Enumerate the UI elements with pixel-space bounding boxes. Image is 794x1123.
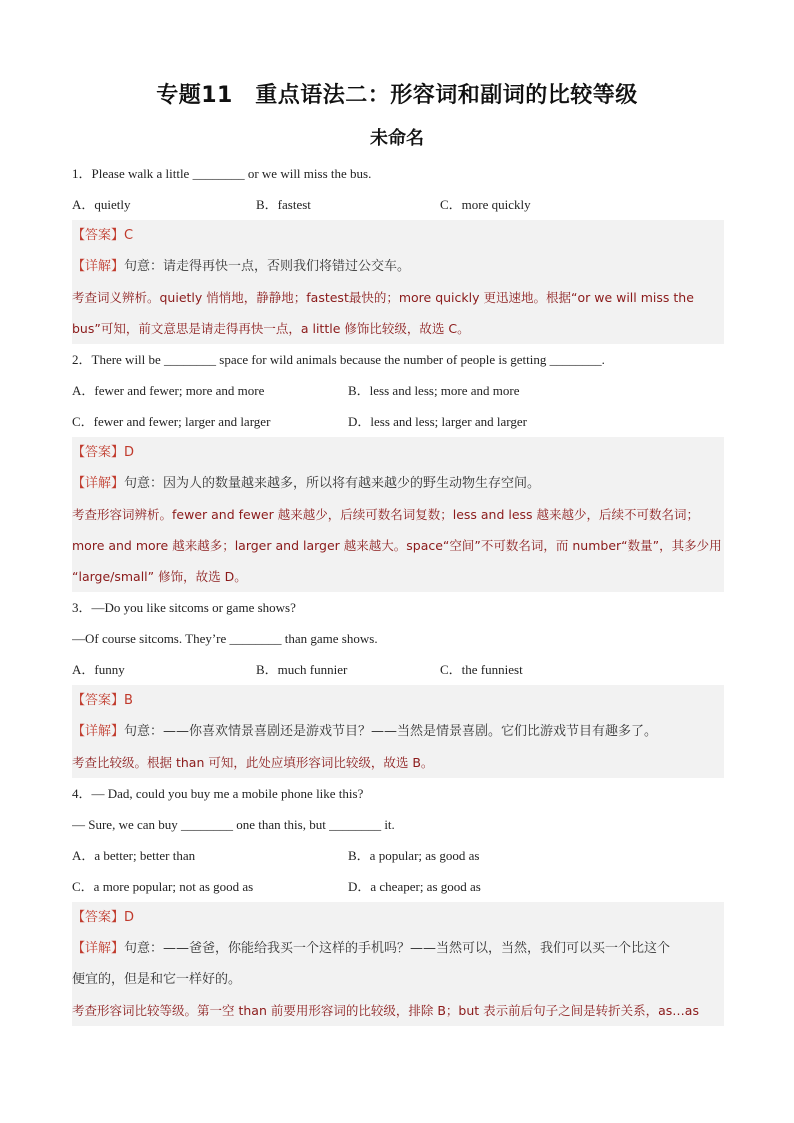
question-stem: 2．There will be ________ space for wild animals because the number of people is getting ________. [72, 352, 605, 367]
answer-value: B [124, 693, 133, 708]
answer-value: D [124, 445, 135, 460]
answer-tag: 【答案】 [72, 910, 125, 925]
detail-line [72, 468, 724, 499]
options-row [72, 375, 724, 406]
detail-text-continued: 便宜的，但是和它一样好的。 [72, 972, 242, 987]
question-3 [72, 592, 724, 778]
answer-line [72, 220, 724, 251]
detail-tag: 【详解】 [72, 724, 125, 739]
detail-tag: 【详解】 [72, 476, 125, 491]
options-row [72, 406, 724, 437]
option-a: A．a better; better than [72, 848, 196, 863]
explanation-line: 考查词义辨析。quietly 悄悄地，静静地；fastest最快的；more quickly 更迅速地。根据“or we will miss the [72, 290, 694, 305]
answer-value: C [124, 228, 134, 243]
detail-tag: 【详解】 [72, 941, 125, 956]
option-c: C．a more popular; not as good as [72, 879, 254, 894]
option-c: C．fewer and fewer; larger and larger [72, 414, 271, 429]
question-stem: — Sure, we can buy ________ one than this, but ________ it. [72, 817, 395, 832]
question-stem: 3．—Do you like sitcoms or game shows? [72, 600, 296, 615]
detail-text: 句意：请走得再快一点，否则我们将错过公交车。 [124, 259, 411, 274]
explanation-line: 考查比较级。根据 than 可知，此处应填形容词比较级，故选 B。 [72, 755, 434, 770]
explanation-line: “large/small” 修饰，故选 D。 [72, 569, 247, 584]
option-a: A．fewer and fewer; more and more [72, 383, 265, 398]
answer-line [72, 685, 724, 716]
option-d: D．a cheaper; as good as [348, 879, 481, 894]
option-c: C．the funniest [440, 662, 523, 677]
question-4 [72, 778, 724, 1026]
detail-line [72, 716, 724, 747]
answer-value: D [124, 910, 135, 925]
question-stem: 1．Please walk a little ________ or we will miss the bus. [72, 166, 372, 181]
answer-line [72, 437, 724, 468]
explanation-line: more and more 越来越多；larger and larger 越来越大。space“空间”不可数名词，而 number“数量”，其多少用 [72, 538, 722, 553]
question-list [72, 158, 724, 1026]
document-subtitle: 未命名 [370, 128, 424, 149]
document-title: 专题11 重点语法二：形容词和副词的比较等级 [156, 83, 638, 108]
option-b: B．much funnier [256, 662, 348, 677]
detail-text: 句意：——爸爸，你能给我买一个这样的手机吗？——当然可以，当然，我们可以买一个比这个 [124, 941, 671, 956]
detail-line [72, 933, 724, 964]
detail-line [72, 251, 724, 282]
option-b: B．a popular; as good as [348, 848, 480, 863]
options-row [72, 840, 724, 871]
answer-box [72, 685, 724, 778]
answer-tag: 【答案】 [72, 445, 125, 460]
detail-tag: 【详解】 [72, 259, 125, 274]
answer-tag: 【答案】 [72, 693, 125, 708]
explanation-line: bus”可知，前文意思是请走得再快一点，a little 修饰比较级，故选 C。 [72, 321, 470, 336]
option-b: B．less and less; more and more [348, 383, 520, 398]
detail-text: 句意：因为人的数量越来越多，所以将有越来越少的野生动物生存空间。 [124, 476, 541, 491]
answer-line [72, 902, 724, 933]
question-stem: 4．— Dad, could you buy me a mobile phone like this? [72, 786, 364, 801]
explanation-line: 考查形容词辨析。fewer and fewer 越来越少，后续可数名词复数；less and less 越来越少，后续不可数名词； [72, 507, 700, 522]
answer-box [72, 437, 724, 592]
options-row [72, 654, 724, 685]
option-c: C．more quickly [440, 197, 531, 212]
options-row [72, 871, 724, 902]
question-1 [72, 158, 724, 344]
answer-box [72, 220, 724, 344]
options-row [72, 189, 724, 220]
explanation-line: 考查形容词比较等级。第一空 than 前要用形容词的比较级，排除 B；but 表示前后句子之间是转折关系，as…as [72, 1003, 699, 1018]
answer-tag: 【答案】 [72, 228, 125, 243]
option-a: A．quietly [72, 197, 131, 212]
option-d: D．less and less; larger and larger [348, 414, 527, 429]
detail-text: 句意：——你喜欢情景喜剧还是游戏节目？——当然是情景喜剧。它们比游戏节目有趣多了。 [124, 724, 658, 739]
option-a: A．funny [72, 662, 125, 677]
question-stem: —Of course sitcoms. They’re ________ than game shows. [72, 631, 378, 646]
question-2 [72, 344, 724, 592]
option-b: B．fastest [256, 197, 311, 212]
answer-box [72, 902, 724, 1026]
